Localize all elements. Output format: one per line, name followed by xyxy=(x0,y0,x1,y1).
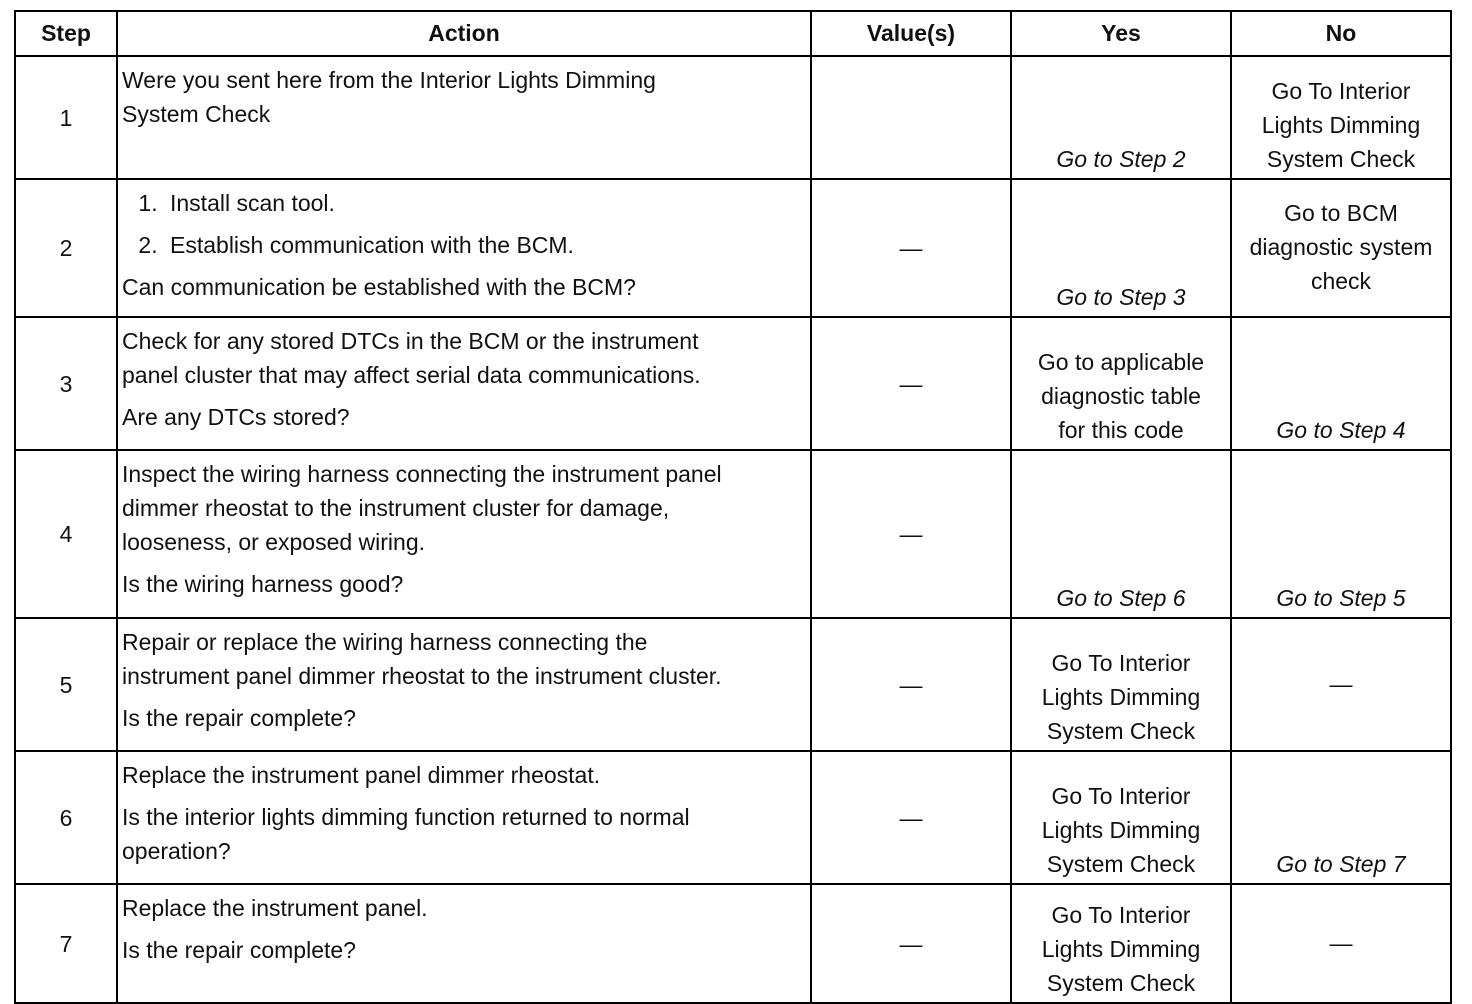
action-list-item: 2. Establish communication with the BCM. xyxy=(164,228,804,262)
action-text: System Check xyxy=(122,101,271,127)
header-values: Value(s) xyxy=(811,11,1011,56)
action-list-item: 1. Install scan tool. xyxy=(164,186,804,220)
no-text: Lights Dimming xyxy=(1261,112,1421,138)
action-cell xyxy=(117,751,811,884)
yes-cell xyxy=(1011,618,1231,751)
yes-text: Go To Interior xyxy=(1051,902,1191,928)
yes-cell xyxy=(1011,751,1231,884)
yes-text: diagnostic table xyxy=(1041,383,1201,409)
value-cell: — xyxy=(811,751,1011,884)
header-yes: Yes xyxy=(1011,11,1231,56)
yes-cell: Go to Step 6 xyxy=(1011,450,1231,618)
no-cell xyxy=(1231,56,1451,179)
action-question: Is the interior lights dimming function returned to normal xyxy=(122,804,690,830)
action-steps-list xyxy=(122,186,804,262)
action-question: Are any DTCs stored? xyxy=(122,404,350,430)
step-number: 1 xyxy=(15,56,117,179)
yes-text: Go to applicable xyxy=(1037,349,1205,375)
yes-cell: Go to Step 2 xyxy=(1011,56,1231,179)
action-text: Inspect the wiring harness connecting the instrument panel xyxy=(122,461,722,487)
value-cell xyxy=(811,56,1011,179)
value-cell: — xyxy=(811,618,1011,751)
no-cell: Go to Step 4 xyxy=(1231,317,1451,450)
yes-cell: Go to Step 3 xyxy=(1011,179,1231,317)
table-row xyxy=(15,56,1451,179)
yes-text: Lights Dimming xyxy=(1041,817,1201,843)
action-cell xyxy=(117,618,811,751)
table-row xyxy=(15,450,1451,618)
table-row xyxy=(15,884,1451,1003)
action-question: Can communication be established with the BCM? xyxy=(122,274,636,300)
table-row xyxy=(15,317,1451,450)
no-cell: — xyxy=(1231,618,1451,751)
no-text: System Check xyxy=(1266,146,1416,172)
yes-text: System Check xyxy=(1046,851,1196,877)
action-text: Were you sent here from the Interior Lights Dimming xyxy=(122,67,656,93)
action-text: Check for any stored DTCs in the BCM or the instrument xyxy=(122,328,699,354)
no-text: Go To Interior xyxy=(1271,78,1411,104)
yes-text: Lights Dimming xyxy=(1041,684,1201,710)
header-step: Step xyxy=(15,11,117,56)
action-question: Is the repair complete? xyxy=(122,705,356,731)
yes-text: System Check xyxy=(1046,718,1196,744)
header-no: No xyxy=(1231,11,1451,56)
action-text: instrument panel dimmer rheostat to the instrument cluster. xyxy=(122,663,722,689)
step-number: 6 xyxy=(15,751,117,884)
header-row xyxy=(15,11,1451,56)
action-cell xyxy=(117,179,811,317)
table-row xyxy=(15,751,1451,884)
diagnostic-table xyxy=(14,10,1452,1004)
yes-text: for this code xyxy=(1058,417,1184,443)
action-cell xyxy=(117,56,811,179)
yes-text: Go To Interior xyxy=(1051,650,1191,676)
action-text: Repair or replace the wiring harness connecting the xyxy=(122,629,648,655)
no-cell: Go to Step 7 xyxy=(1231,751,1451,884)
value-cell: — xyxy=(811,179,1011,317)
no-text: check xyxy=(1310,268,1372,294)
action-text: panel cluster that may affect serial data communications. xyxy=(122,362,701,388)
no-cell xyxy=(1231,179,1451,317)
action-question: Is the repair complete? xyxy=(122,937,356,963)
step-number: 4 xyxy=(15,450,117,618)
value-cell: — xyxy=(811,450,1011,618)
yes-text: System Check xyxy=(1046,970,1196,996)
no-text: Go to BCM xyxy=(1284,200,1398,226)
action-text: looseness, or exposed wiring. xyxy=(122,529,425,555)
table-row xyxy=(15,618,1451,751)
no-cell: — xyxy=(1231,884,1451,1003)
yes-cell xyxy=(1011,317,1231,450)
step-number: 3 xyxy=(15,317,117,450)
action-text: Replace the instrument panel. xyxy=(122,895,428,921)
table-row xyxy=(15,179,1451,317)
action-text: Replace the instrument panel dimmer rheostat. xyxy=(122,762,601,788)
no-text: diagnostic system xyxy=(1249,234,1433,260)
action-cell xyxy=(117,450,811,618)
action-question: Is the wiring harness good? xyxy=(122,571,404,597)
value-cell: — xyxy=(811,317,1011,450)
step-number: 2 xyxy=(15,179,117,317)
action-text: dimmer rheostat to the instrument cluster for damage, xyxy=(122,495,670,521)
action-question: operation? xyxy=(122,838,231,864)
action-cell xyxy=(117,317,811,450)
value-cell: — xyxy=(811,884,1011,1003)
header-action: Action xyxy=(117,11,811,56)
yes-text: Go To Interior xyxy=(1051,783,1191,809)
no-cell: Go to Step 5 xyxy=(1231,450,1451,618)
step-number: 7 xyxy=(15,884,117,1003)
action-cell xyxy=(117,884,811,1003)
yes-cell xyxy=(1011,884,1231,1003)
step-number: 5 xyxy=(15,618,117,751)
yes-text: Lights Dimming xyxy=(1041,936,1201,962)
